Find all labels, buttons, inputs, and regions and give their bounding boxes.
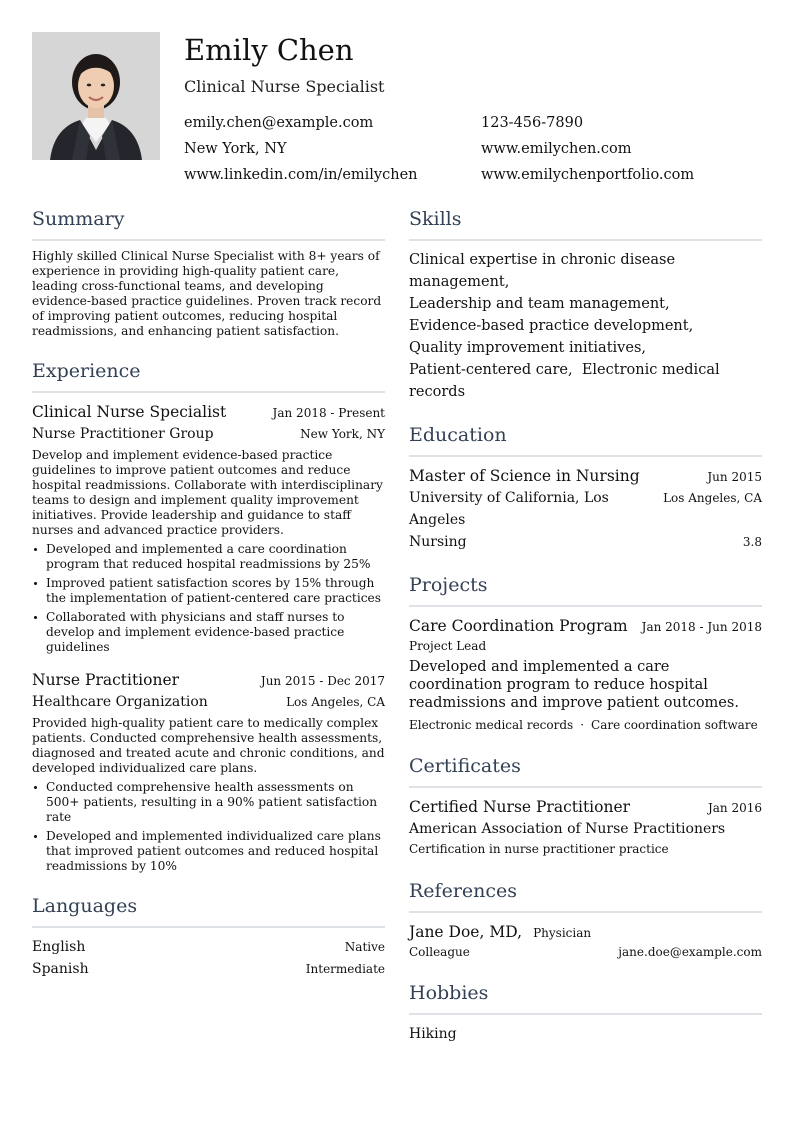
projects-section	[409, 571, 762, 734]
skill-item: Clinical expertise in chronic disease management,	[409, 252, 676, 290]
project-keywords	[409, 716, 762, 734]
candidate-title: Clinical Nurse Specialist	[184, 77, 385, 96]
references-section	[409, 877, 762, 961]
job-description: Provided high-quality patient care to medically complex patients. Conducted comprehensive health assessments, diagnosed and treated acute and chronic conditions, and developed individualized care plans.	[32, 716, 385, 775]
right-column	[409, 205, 762, 1063]
achievement-item: Conducted comprehensive health assessments on 500+ patients, resulting in a 90% patient satisfaction rate	[46, 780, 385, 825]
skill-item: Quality improvement initiatives,	[409, 340, 646, 356]
website-link[interactable]: www.emilychen.com	[481, 141, 632, 157]
section-title-hobbies: Hobbies	[409, 979, 762, 1015]
section-title-skills: Skills	[409, 205, 762, 241]
degree: Master of Science in Nursing	[409, 467, 640, 485]
achievement-item: Improved patient satisfaction scores by 15% through the implementation of patient-centered care practices	[46, 576, 385, 606]
skills-section	[409, 205, 762, 403]
experience-section	[32, 357, 385, 874]
email-link[interactable]: emily.chen@example.com	[184, 115, 374, 131]
school-location: Los Angeles, CA	[663, 491, 762, 505]
skill-item: Leadership and team management,	[409, 296, 670, 312]
contact-info	[184, 112, 764, 186]
project-description: Developed and implemented a care coordination program to reduce hospital readmissions and improve patient outcomes.	[409, 659, 739, 711]
left-column	[32, 205, 385, 998]
job-dates: Jan 2018 - Present	[272, 406, 385, 420]
project-dates: Jan 2018 - Jun 2018	[641, 620, 762, 634]
hobbies-section	[409, 979, 762, 1045]
gpa: 3.8	[742, 535, 762, 549]
job-title: Nurse Practitioner	[32, 671, 180, 689]
section-title-certificates: Certificates	[409, 752, 762, 788]
section-title-education: Education	[409, 421, 762, 457]
achievement-list	[32, 542, 385, 655]
person-portrait-icon	[32, 32, 160, 160]
language-name: Spanish	[32, 961, 89, 977]
education-date: Jun 2015	[707, 470, 762, 484]
reference-name: Jane Doe, MD,	[409, 923, 522, 941]
languages-section	[32, 892, 385, 980]
keyword: Electronic medical records	[409, 718, 574, 732]
achievement-item: Developed and implemented a care coordination program that reduced hospital readmissions by 25%	[46, 542, 385, 572]
language-level: Intermediate	[305, 962, 385, 976]
section-title-references: References	[409, 877, 762, 913]
certificate-date: Jan 2016	[707, 801, 762, 815]
phone-number[interactable]: 123-456-7890	[481, 115, 584, 131]
candidate-name: Emily Chen	[184, 33, 354, 67]
school-name: University of California, Los Angeles	[409, 490, 609, 528]
job-location: Los Angeles, CA	[286, 695, 385, 709]
project-role: Project Lead	[409, 639, 487, 653]
skill-item: Evidence-based practice development,	[409, 318, 694, 334]
language-level: Native	[344, 940, 385, 954]
education-section	[409, 421, 762, 553]
project-name: Care Coordination Program	[409, 617, 628, 635]
summary-text: Highly skilled Clinical Nurse Specialist with 8+ years of experience in providing high-quality patient care, leading cross-functional teams, and developing evidence-based practice guidelines. Proven track record of improving patient outcomes, reducing hospital readmissions, and enhancing patient satisfaction.	[32, 249, 382, 338]
location: New York, NY	[184, 141, 287, 157]
certificate-name: Certified Nurse Practitioner	[409, 798, 631, 816]
summary-section	[32, 205, 385, 339]
certificates-section	[409, 752, 762, 859]
job-location: New York, NY	[300, 427, 385, 441]
field-of-study: Nursing	[409, 534, 467, 550]
job-description: Develop and implement evidence-based practice guidelines to improve patient outcomes and reduce hospital readmissions. Collaborate with interdisciplinary teams to design and implement quality improvement initiatives. Provide leadership and guidance to staff nurses and advanced practice providers.	[32, 448, 383, 537]
portfolio-link[interactable]: www.emilychenportfolio.com	[481, 167, 695, 183]
achievement-item: Collaborated with physicians and staff nurses to develop and implement evidence-based practice guidelines	[46, 610, 385, 655]
keyword: Care coordination software	[591, 718, 758, 732]
reference-position: Physician	[533, 926, 592, 940]
profile-photo	[32, 32, 160, 160]
section-title-experience: Experience	[32, 357, 385, 393]
skill-item: Patient-centered care,	[409, 362, 573, 378]
job-title: Clinical Nurse Specialist	[32, 403, 227, 421]
achievement-list	[32, 780, 385, 874]
resume-header	[184, 32, 764, 186]
experience-entry	[32, 401, 385, 655]
reference-relation: Colleague	[409, 945, 470, 959]
separator-dot: ·	[580, 718, 585, 732]
certificate-issuer: American Association of Nurse Practitioners	[409, 821, 726, 837]
section-title-summary: Summary	[32, 205, 385, 241]
reference-email[interactable]: jane.doe@example.com	[618, 945, 762, 959]
skills-list	[409, 249, 762, 403]
skill-item: Electronic medical records	[409, 362, 720, 400]
company-name: Healthcare Organization	[32, 694, 208, 710]
experience-entry	[32, 669, 385, 874]
job-dates: Jun 2015 - Dec 2017	[260, 674, 385, 688]
linkedin-link[interactable]: www.linkedin.com/in/emilychen	[184, 167, 418, 183]
section-title-projects: Projects	[409, 571, 762, 607]
hobby-item: Hiking	[409, 1026, 457, 1042]
section-title-languages: Languages	[32, 892, 385, 928]
language-name: English	[32, 939, 86, 955]
company-name: Nurse Practitioner Group	[32, 426, 214, 442]
certificate-summary: Certification in nurse practitioner practice	[409, 842, 669, 856]
achievement-item: Developed and implemented individualized care plans that improved patient outcomes and reduced hospital readmissions by 10%	[46, 829, 385, 874]
